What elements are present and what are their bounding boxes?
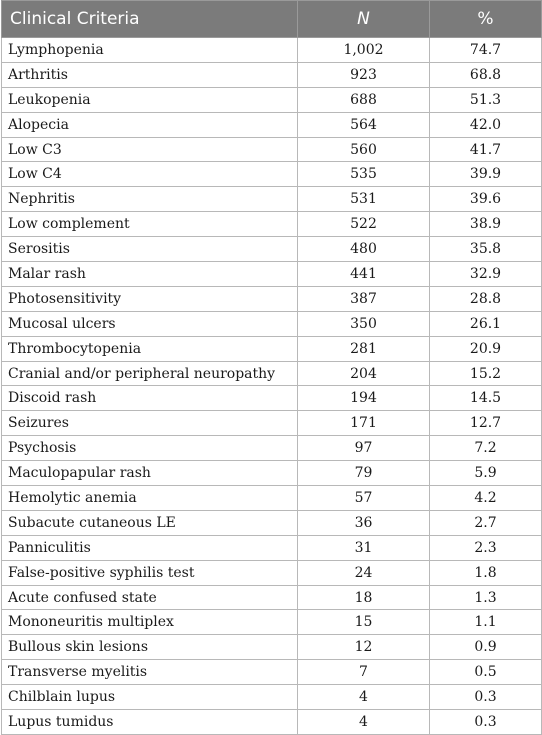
header-percent: %	[430, 1, 542, 38]
table-row	[2, 336, 542, 361]
count-cell: 15	[298, 610, 430, 635]
criterion-cell: Cranial and/or peripheral neuropathy	[2, 361, 298, 386]
table-row	[2, 38, 542, 63]
criterion-cell: Panniculitis	[2, 535, 298, 560]
count-cell: 281	[298, 336, 430, 361]
count-cell: 1,002	[298, 38, 430, 63]
percent-cell: 0.3	[430, 710, 542, 735]
table-row	[2, 486, 542, 511]
table-row	[2, 237, 542, 262]
percent-cell: 14.5	[430, 386, 542, 411]
count-cell: 204	[298, 361, 430, 386]
count-cell: 31	[298, 535, 430, 560]
table-row	[2, 585, 542, 610]
count-cell: 12	[298, 635, 430, 660]
table-row	[2, 660, 542, 685]
table-row	[2, 461, 542, 486]
header-n: N	[298, 1, 430, 38]
count-cell: 18	[298, 585, 430, 610]
percent-cell: 0.3	[430, 685, 542, 710]
count-cell: 4	[298, 710, 430, 735]
criterion-cell: Photosensitivity	[2, 286, 298, 311]
header-row	[2, 1, 542, 38]
criterion-cell: Psychosis	[2, 436, 298, 461]
criterion-cell: Acute confused state	[2, 585, 298, 610]
percent-cell: 39.6	[430, 187, 542, 212]
criterion-cell: Malar rash	[2, 262, 298, 287]
percent-cell: 51.3	[430, 87, 542, 112]
percent-cell: 28.8	[430, 286, 542, 311]
criterion-cell: Bullous skin lesions	[2, 635, 298, 660]
table-row	[2, 685, 542, 710]
count-cell: 7	[298, 660, 430, 685]
table-row	[2, 386, 542, 411]
criterion-cell: False-positive syphilis test	[2, 560, 298, 585]
table-row	[2, 411, 542, 436]
table-row	[2, 535, 542, 560]
table-row	[2, 311, 542, 336]
criterion-cell: Low C4	[2, 162, 298, 187]
count-cell: 531	[298, 187, 430, 212]
criterion-cell: Chilblain lupus	[2, 685, 298, 710]
percent-cell: 12.7	[430, 411, 542, 436]
count-cell: 4	[298, 685, 430, 710]
percent-cell: 39.9	[430, 162, 542, 187]
percent-cell: 41.7	[430, 137, 542, 162]
percent-cell: 42.0	[430, 112, 542, 137]
table-row	[2, 610, 542, 635]
count-cell: 688	[298, 87, 430, 112]
criterion-cell: Lupus tumidus	[2, 710, 298, 735]
percent-cell: 15.2	[430, 361, 542, 386]
percent-cell: 68.8	[430, 62, 542, 87]
count-cell: 522	[298, 212, 430, 237]
criterion-cell: Seizures	[2, 411, 298, 436]
count-cell: 480	[298, 237, 430, 262]
percent-cell: 35.8	[430, 237, 542, 262]
criterion-cell: Low complement	[2, 212, 298, 237]
percent-cell: 32.9	[430, 262, 542, 287]
table-row	[2, 560, 542, 585]
criterion-cell: Nephritis	[2, 187, 298, 212]
table-header	[2, 1, 542, 38]
percent-cell: 7.2	[430, 436, 542, 461]
count-cell: 97	[298, 436, 430, 461]
table-row	[2, 361, 542, 386]
count-cell: 24	[298, 560, 430, 585]
count-cell: 564	[298, 112, 430, 137]
criterion-cell: Subacute cutaneous LE	[2, 510, 298, 535]
header-clinical-criteria: Clinical Criteria	[2, 1, 298, 38]
criterion-cell: Transverse myelitis	[2, 660, 298, 685]
count-cell: 387	[298, 286, 430, 311]
table-body	[2, 38, 542, 735]
criterion-cell: Serositis	[2, 237, 298, 262]
table-row	[2, 436, 542, 461]
count-cell: 923	[298, 62, 430, 87]
count-cell: 36	[298, 510, 430, 535]
table-row	[2, 710, 542, 735]
criterion-cell: Leukopenia	[2, 87, 298, 112]
table-row	[2, 162, 542, 187]
table-row	[2, 62, 542, 87]
table-row	[2, 262, 542, 287]
count-cell: 441	[298, 262, 430, 287]
table-row	[2, 212, 542, 237]
criterion-cell: Mononeuritis multiplex	[2, 610, 298, 635]
percent-cell: 1.3	[430, 585, 542, 610]
percent-cell: 1.8	[430, 560, 542, 585]
count-cell: 560	[298, 137, 430, 162]
percent-cell: 74.7	[430, 38, 542, 63]
count-cell: 79	[298, 461, 430, 486]
criterion-cell: Hemolytic anemia	[2, 486, 298, 511]
percent-cell: 1.1	[430, 610, 542, 635]
criterion-cell: Alopecia	[2, 112, 298, 137]
percent-cell: 4.2	[430, 486, 542, 511]
criterion-cell: Thrombocytopenia	[2, 336, 298, 361]
criterion-cell: Maculopapular rash	[2, 461, 298, 486]
table-row	[2, 187, 542, 212]
count-cell: 194	[298, 386, 430, 411]
count-cell: 350	[298, 311, 430, 336]
percent-cell: 26.1	[430, 311, 542, 336]
criterion-cell: Arthritis	[2, 62, 298, 87]
criterion-cell: Lymphopenia	[2, 38, 298, 63]
table-row	[2, 510, 542, 535]
percent-cell: 5.9	[430, 461, 542, 486]
percent-cell: 0.9	[430, 635, 542, 660]
table-row	[2, 112, 542, 137]
percent-cell: 2.7	[430, 510, 542, 535]
table-row	[2, 137, 542, 162]
criterion-cell: Discoid rash	[2, 386, 298, 411]
criterion-cell: Low C3	[2, 137, 298, 162]
percent-cell: 20.9	[430, 336, 542, 361]
count-cell: 171	[298, 411, 430, 436]
percent-cell: 0.5	[430, 660, 542, 685]
percent-cell: 38.9	[430, 212, 542, 237]
count-cell: 57	[298, 486, 430, 511]
percent-cell: 2.3	[430, 535, 542, 560]
clinical-criteria-table	[1, 0, 542, 735]
criterion-cell: Mucosal ulcers	[2, 311, 298, 336]
table-row	[2, 87, 542, 112]
table-row	[2, 635, 542, 660]
count-cell: 535	[298, 162, 430, 187]
table-row	[2, 286, 542, 311]
